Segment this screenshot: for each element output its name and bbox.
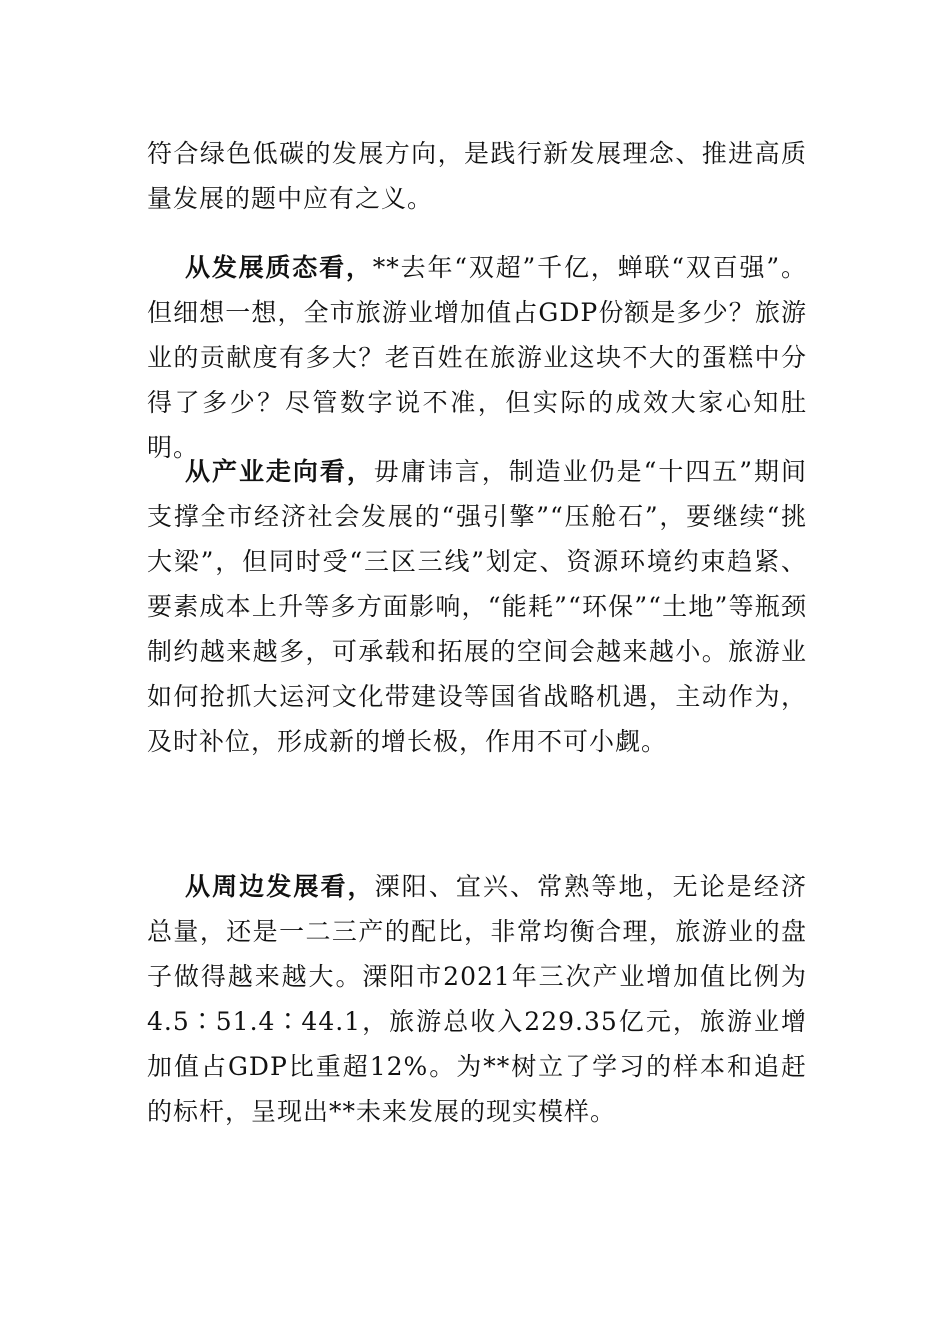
paragraph-3 [147,449,807,764]
paragraph-1 [147,131,807,221]
paragraph-lead: 从发展质态看， [185,253,373,282]
paragraph-4 [147,864,807,1134]
paragraph-lead: 从产业走向看， [185,457,374,486]
paragraph-lead: 从周边发展看， [185,872,375,901]
paragraph-2 [147,245,807,470]
paragraph-text: 符合绿色低碳的发展方向，是践行新发展理念、推进高质量发展的题中应有之义。 [147,139,807,213]
paragraph-text: 溧阳、宜兴、常熟等地，无论是经济总量，还是一二三产的配比，非常均衡合理，旅游业的盘子做得越来越大。溧阳市2021年三次产业增加值比例为4.5∶51.4∶44.1，旅游总收入229.35亿元，旅游业增加值占GDP比重超12%。为**树立了学习的样本和追赶的标杆，呈现出**未来发展的现实模样。 [147,872,807,1126]
paragraph-text: **去年“双超”千亿，蝉联“双百强”。但细想一想，全市旅游业增加值占GDP份额是多少？旅游业的贡献度有多大？老百姓在旅游业这块不大的蛋糕中分得了多少？尽管数字说不准，但实际的成效大家心知肚明。 [147,253,807,462]
paragraph-text: 毋庸讳言，制造业仍是“十四五”期间支撑全市经济社会发展的“强引擎”“压舱石”，要继续“挑大梁”，但同时受“三区三线”划定、资源环境约束趋紧、要素成本上升等多方面影响，“能耗”“环保”“土地”等瓶颈制约越来越多，可承载和拓展的空间会越来越小。旅游业如何抢抓大运河文化带建设等国省战略机遇，主动作为，及时补位，形成新的增长极，作用不可小觑。 [147,457,807,756]
